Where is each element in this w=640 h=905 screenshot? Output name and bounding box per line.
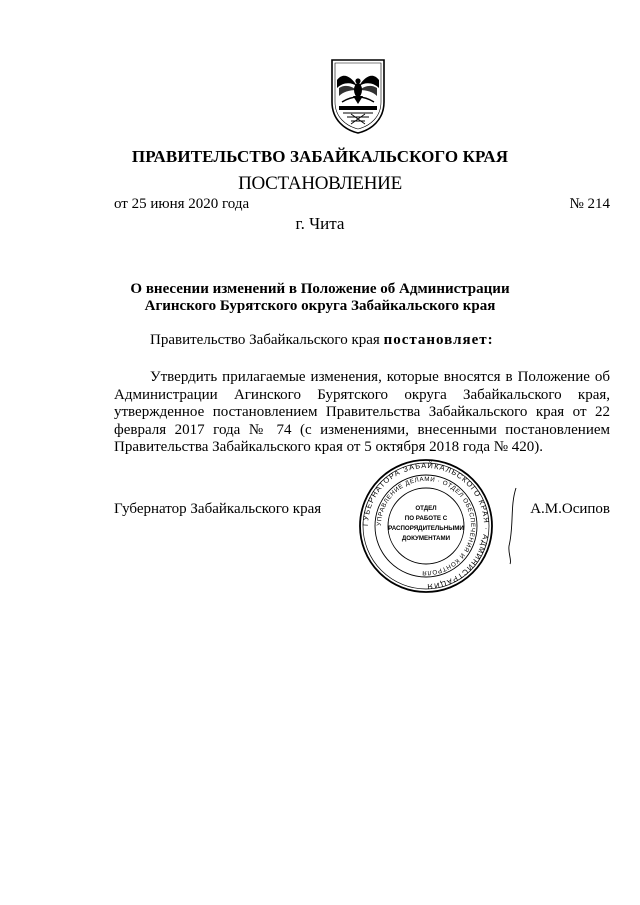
stamp-center-line-4: ДОКУМЕНТАМИ bbox=[401, 535, 451, 542]
decree-statement bbox=[150, 332, 494, 349]
stamp-center-line-2: ПО РАБОТЕ С bbox=[404, 515, 448, 522]
stamp-outer-ring-text: ГУБЕРНАТОРА ЗАБАЙКАЛЬСКОГО КРАЯ · АДМИНИСТРАЦИЯ bbox=[360, 460, 492, 592]
decree-verb: постановляет: bbox=[383, 332, 494, 348]
body-paragraph-text: Утвердить прилагаемые изменения, которые вносятся в Положение об Администрации Агинского Бурятского округа Забайкальского края, утвержденное постановлением Правительства Забайкальского края от 22 февраля 2017 года № 74 (с изменениями, внесенными постановлением Правительства Забайкальского края от 5 октября 2018 года № 420). bbox=[114, 369, 610, 455]
signer-name: А.М.Осипов bbox=[530, 501, 610, 517]
document-number: № 214 bbox=[569, 196, 610, 212]
body-paragraph bbox=[114, 369, 610, 457]
document-subject bbox=[0, 281, 640, 315]
decree-prefix: Правительство Забайкальского края bbox=[150, 332, 380, 348]
subject-line-2: Агинского Бурятского округа Забайкальского края bbox=[144, 298, 496, 314]
stamp-center-line-3: РАСПОРЯДИТЕЛЬНЫМИ bbox=[388, 525, 464, 532]
document-date: от 25 июня 2020 года bbox=[114, 196, 250, 212]
stamp-inner-ring-text: УПРАВЛЕНИЕ ДЕЛАМИ · ОТДЕЛ ОБЕСПЕЧЕНИЯ И КОНТРОЛЯ bbox=[375, 475, 477, 577]
subject-line-1: О внесении изменений в Положение об Администрации bbox=[130, 281, 510, 297]
signature-mark bbox=[506, 486, 518, 566]
stamp-center-line-1: ОТДЕЛ bbox=[415, 505, 437, 512]
government-title: ПРАВИТЕЛЬСТВО ЗАБАЙКАЛЬСКОГО КРАЯ bbox=[131, 147, 509, 166]
coat-of-arms-emblem bbox=[329, 58, 387, 134]
city-name: г. Чита bbox=[295, 214, 345, 233]
official-stamp bbox=[358, 458, 494, 594]
document-type: ПОСТАНОВЛЕНИЕ bbox=[238, 173, 402, 194]
signer-position: Губернатор Забайкальского края bbox=[114, 501, 322, 517]
